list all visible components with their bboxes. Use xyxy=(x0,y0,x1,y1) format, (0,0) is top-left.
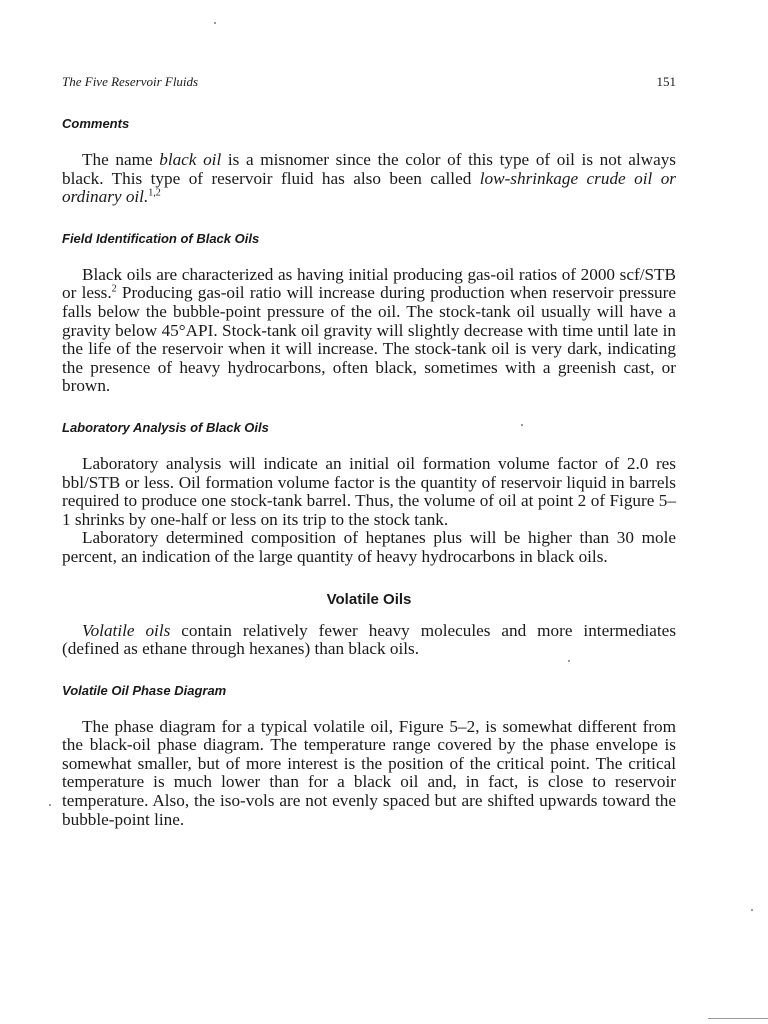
heading-laboratory-analysis: Laboratory Analysis of Black Oils xyxy=(62,419,269,435)
paragraph-phase-diagram: The phase diagram for a typical volatile oil, Figure 5–2, is somewhat different from the black-oil phase diagram. The temperature range covered by the phase envelope is somewhat smaller, but of more interest is the position of the critical point. The critical temperature is much lower than for a black oil and, in fact, is close to reservoir temperature. Also, the iso-vols are not evenly spaced but are shifted upwards toward the bubble-point line. xyxy=(62,716,676,829)
emphasis-volatile-oils: Volatile oils xyxy=(82,620,171,640)
running-head xyxy=(62,74,676,94)
citation-superscript: 2 xyxy=(111,283,117,295)
running-title: The Five Reservoir Fluids xyxy=(62,74,199,89)
scan-speck xyxy=(521,424,523,426)
text-run: Producing gas-oil ratio will increase during production when reservoir pressure falls below the bubble-point pressure of the oil. The stock-tank oil usually will have a gravity below 45°API. Stock-tank oil gravity will slightly decrease with time until late in the life of the reservoir when it will increase. The stock-tank oil is very dark, indicating the presence of heavy hydrocarbons, often black, sometimes with a greenish cast, or brown. xyxy=(62,283,676,396)
section-title-volatile-oils: Volatile Oils xyxy=(326,590,412,608)
text-run: The name xyxy=(82,150,160,169)
paragraph-laboratory-analysis-2: Laboratory determined composition of heptanes plus will be higher than 30 mole percent, an indication of the large quantity of heavy hydrocarbons in black oils. xyxy=(62,528,676,566)
paragraph-field-identification xyxy=(62,266,676,396)
citation-superscript: 1,2 xyxy=(148,187,161,199)
scan-speck xyxy=(751,909,753,911)
emphasis-low-shrinkage: low-shrinkage crude oil or ordinary oil. xyxy=(62,168,676,207)
text-run: contain relatively fewer heavy molecules and more intermediates (defined as ethane through hexanes) than black oils. xyxy=(62,620,677,659)
page-number: 151 xyxy=(656,74,676,89)
page-content xyxy=(62,116,676,829)
scan-speck xyxy=(568,660,570,662)
emphasis-black-oil: black oil xyxy=(159,150,222,169)
text-run: Black oils are characterized as having initial producing gas-oil ratios of 2000 scf/STB or less. xyxy=(62,264,676,303)
scan-edge-mark xyxy=(708,1018,768,1019)
paragraph-comments xyxy=(62,151,676,207)
text-run: is a misnomer since the color of this type of oil is not always black. This type of reservoir fluid has also been called xyxy=(62,150,676,188)
paragraph-laboratory-analysis-1: Laboratory analysis will indicate an initial oil formation volume factor of 2.0 res bbl/STB or less. Oil formation volume factor is the quantity of reservoir liquid in barrels required to produce one stock-tank barrel. Thus, the volume of oil at point 2 of Figure 5–1 shrinks by one-half or less on its trip to the stock tank. xyxy=(62,453,676,529)
heading-comments: Comments xyxy=(62,116,130,131)
paragraph-volatile-oils xyxy=(62,622,676,659)
scan-speck xyxy=(214,22,216,24)
heading-field-identification: Field Identification of Black Oils xyxy=(62,230,260,246)
heading-phase-diagram: Volatile Oil Phase Diagram xyxy=(62,682,227,698)
scan-speck xyxy=(49,804,51,806)
